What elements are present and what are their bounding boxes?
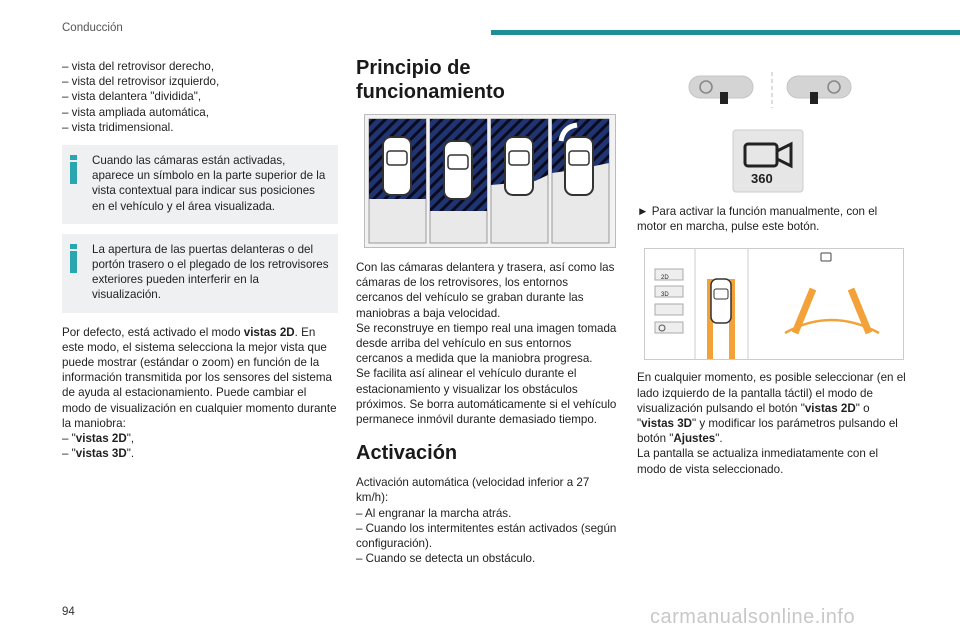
- watermark: carmanualsonline.info: [650, 606, 856, 628]
- note-text: Cuando las cámaras están activadas, aparece un símbolo en la parte superior de la vista contextual para indicar sus posiciones en el vehículo y el área visualizada.: [92, 154, 326, 213]
- car-top-view: [711, 279, 731, 323]
- heading-activation: Activación: [356, 442, 458, 465]
- default-mode-paragraph: Por defecto, está activado el modo vistas 2D. En este modo, el sistema selecciona la mejor vista que puede mostrar (estándar o zoom) en función de la información transmitida por los sensores del sistema de ayuda al estacionamiento. Puede cambiar el modo de visualización en cualquier momento durante la maniobra:: [62, 325, 337, 430]
- column-middle: [356, 56, 618, 566]
- parking-sequence-illustration: [364, 114, 616, 248]
- panel-4: [552, 119, 609, 243]
- option-3d: – "vistas 3D".: [62, 447, 135, 461]
- column-left: [62, 59, 338, 461]
- note-text: La apertura de las puertas delanteras o del portón trasero o el plegado de los retrovisores exteriores pueden interferir en la visualización.: [92, 242, 329, 302]
- principle-paragraph-2: Se reconstruye en tiempo real una imagen tomada desde arriba del vehículo en sus entornos cercanos a medida que la maniobra progresa.: [356, 321, 617, 366]
- list-item: – vista tridimensional.: [62, 120, 174, 134]
- select-mode-paragraph: En cualquier momento, es posible seleccionar (en el lado izquierdo de la pantalla táctil) el modo de visualización pulsando el botón "vistas 2D" o "vistas 3D" y modificar los parámetros pulsando el botón "Ajustes".: [637, 371, 906, 446]
- camera-360-label: 360: [751, 171, 773, 186]
- option-2d: – "vistas 2D",: [62, 432, 135, 446]
- touchscreen-illustration: [644, 248, 904, 360]
- principle-paragraph-3: Se facilita así alinear el vehículo durante el estacionamiento y visualizar los obstáculos próximos. Se borra automáticamente si el vehículo permanece inmóvil durante demasiado tiempo.: [356, 367, 617, 427]
- mirror-left-icon: [689, 76, 753, 104]
- header-accent-bar: [491, 30, 960, 35]
- info-icon: [70, 244, 77, 273]
- list-item: – vista ampliada automática,: [62, 105, 209, 119]
- mirror-right-icon: [787, 76, 851, 104]
- activation-paragraph: Activación automática (velocidad inferior a 27 km/h):: [356, 476, 590, 505]
- activate-manually-paragraph: ► Para activar la función manualmente, con el motor en marcha, pulse este botón.: [637, 205, 878, 234]
- panel-3: [491, 119, 548, 243]
- principle-paragraph-1: Con las cámaras delantera y trasera, así como las cámaras de los retrovisores, los entornos cercanos del vehículo se graban durante las maniobras a baja velocidad.: [356, 261, 615, 320]
- camera-button-illustration: [637, 56, 907, 186]
- heading-principle: Principio de funcionamiento: [356, 57, 505, 103]
- touchscreen-svg: [645, 249, 903, 359]
- parking-sequence-svg: [365, 115, 615, 247]
- btn-2d-label: 2D: [661, 275, 669, 282]
- list-item: – vista delantera "dividida",: [62, 90, 202, 104]
- view-list: [62, 59, 338, 135]
- list-item: – vista del retrovisor derecho,: [62, 60, 215, 73]
- info-note: [62, 145, 338, 224]
- update-paragraph: La pantalla se actualiza inmediatamente con el modo de vista seleccionado.: [637, 447, 879, 476]
- info-note: [62, 234, 338, 313]
- btn-3d-label: 3D: [661, 292, 669, 299]
- list-item: – Cuando se detecta un obstáculo.: [356, 552, 536, 566]
- panel-1: [369, 119, 426, 243]
- page-number: 94: [62, 606, 75, 618]
- panel-2: [430, 119, 487, 243]
- list-item: – Al engranar la marcha atrás.: [356, 506, 512, 520]
- info-icon: [70, 155, 77, 184]
- column-right: [637, 56, 907, 477]
- list-item: – vista del retrovisor izquierdo,: [62, 75, 220, 89]
- section-title: Conducción: [62, 22, 123, 34]
- list-item: – Cuando los intermitentes están activados (según configuración).: [356, 521, 617, 551]
